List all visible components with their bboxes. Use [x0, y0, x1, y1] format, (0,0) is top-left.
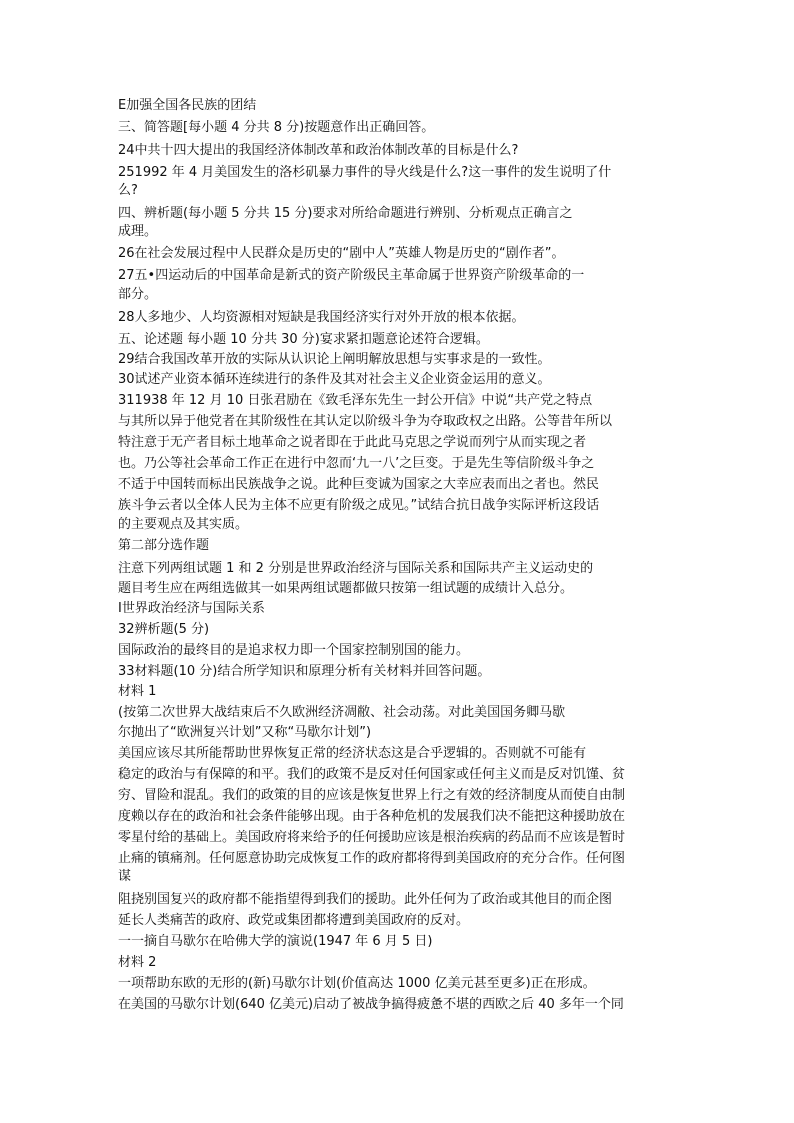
- citation-line: 一一摘自马歇尔在哈佛大学的演说(1947 年 6 月 5 日): [118, 934, 433, 949]
- text-line: 穷、冒险和混乱。我们的政策的目的应该是恢复世界上行之有效的经济制度从而使自由制: [118, 788, 626, 803]
- text-line: 特注意于无产者目标土地革命之说者即在于此此马克思之学说而列宁从而实现之者: [118, 435, 587, 450]
- text-line: 么?: [118, 183, 138, 198]
- text-line: 的主要观点及其实质。: [118, 517, 249, 532]
- text-line: 族斗争云者以全体人民为主体不应更有阶级之成见。”试结合抗日战争实际评析这段话: [118, 498, 600, 513]
- section-heading-short-answer: 三、简答题[每小题 4 分共 8 分)按题意作出正确回答。: [118, 120, 435, 135]
- question-28: 28人多地少、人均资源相对短缺是我国经济实行对外开放的根本依据。: [118, 310, 525, 325]
- section-heading-essay: 五、论述题 每小题 10 分共 30 分)宴求紧扣题意论述符合逻辑。: [118, 332, 489, 347]
- text-line: 部分。: [118, 287, 158, 302]
- question-25: 251992 年 4 月美国发生的洛杉矶暴力事件的导火线是什么?这一事件的发生说明了什: [118, 165, 612, 180]
- text-line: 阻挠别国复兴的政府都不能指望得到我们的援助。此外任何为了政治或其他目的而企图: [118, 892, 613, 907]
- text-line: 延长人类痛苦的政府、政党或集团都将遭到美国政府的反对。: [118, 913, 470, 928]
- question-26: 26在社会发展过程中人民群众是历史的“剧中人”英雄人物是历史的“剧作者”。: [118, 246, 565, 261]
- group-heading: Ⅰ世界政治经济与国际关系: [118, 601, 265, 616]
- text-line: 止痛的镇痛剂。任何愿意协助完成恢复工作的政府都将得到美国政府的充分合作。任何图: [118, 851, 626, 866]
- text-line: 谋: [118, 869, 132, 884]
- question-29: 29结合我国改革开放的实际从认识论上阐明解放思想与实事求是的一致性。: [118, 352, 551, 367]
- text-line: 不适于中国转而标出民族战争之说。此种巨变诚为国家之大幸应表而出之者也。然民: [118, 477, 600, 492]
- text-line: 国际政治的最终目的是追求权力即一个国家控制别国的能力。: [118, 643, 470, 658]
- text-line: E加强全国各民族的团结: [118, 98, 257, 113]
- text-line: 与其所以异于他党者在其阶级性在其认定以阶级斗争为夺取政权之出路。公等昔年所以: [118, 414, 613, 429]
- material-2-label: 材料 2: [118, 955, 157, 970]
- text-line: 在美国的马歇尔计划(640 亿美元)启动了被战争搞得疲惫不堪的西欧之后 40 多年一个同: [118, 997, 624, 1012]
- notice-line: 注意下列两组试题 1 和 2 分别是世界政治经济与国际关系和国际共产主义运动史的: [118, 561, 594, 576]
- question-32: 32辨析题(5 分): [118, 622, 210, 637]
- text-line: 尔抛出了“欧洲复兴计划”又称“马歇尔计划”): [118, 725, 372, 740]
- section-heading-discrimination: 四、辨析题(每小题 5 分共 15 分)要求对所给命题进行辨别、分析观点正确言之: [118, 206, 573, 221]
- text-line: 成理。: [118, 224, 158, 239]
- text-line: 零星付给的基础上。美国政府将来给予的任何援助应该是根治疾病的药品而不应该是暂时: [118, 830, 626, 845]
- text-line: 度赖以存在的政治和社会条件能够出现。由于各种危机的发展我们决不能把这种援助放在: [118, 809, 626, 824]
- question-24: 24中共十四大提出的我国经济体制改革和政治体制改革的目标是什么?: [118, 143, 519, 158]
- question-33: 33材料题(10 分)结合所学知识和原理分析有关材料并回答问题。: [118, 664, 491, 679]
- notice-line: 题目考生应在两组选做其一如果两组试题都做只按第一组试题的成绩计入总分。: [118, 581, 574, 596]
- text-line: 美国应该尽其所能帮助世界恢复正常的经济状态这是合乎逻辑的。否则就不可能有: [118, 746, 587, 761]
- text-line: 也。乃公等社会革命工作正在进行中忽而‘九一八’之巨变。于是先生等信阶级斗争之: [118, 456, 595, 471]
- part-two-heading: 第二部分选作题: [118, 538, 210, 553]
- material-1-label: 材料 1: [118, 684, 157, 699]
- text-line: 一项帮助东欧的无形的(新)马歇尔计划(价值高达 1000 亿美元甚至更多)正在形成。: [118, 976, 596, 991]
- question-31: 311938 年 12 月 10 日张君励在《致毛泽东先生一封公开信》中说“共产党之特点: [118, 393, 593, 408]
- question-30: 30试述产业资本循环连续进行的条件及其对社会主义企业资金运用的意义。: [118, 372, 551, 387]
- text-line: (按第二次世界大战结束后不久欧洲经济凋敝、社会动荡。对此美国国务卿马歇: [118, 705, 566, 720]
- text-line: 稳定的政治与有保障的和平。我们的政策不是反对任何国家或任何主义而是反对饥馑、贫: [118, 767, 626, 782]
- question-27: 27五•四运动后的中国革命是新式的资产阶级民主革命属于世界资产阶级革命的一: [118, 268, 585, 283]
